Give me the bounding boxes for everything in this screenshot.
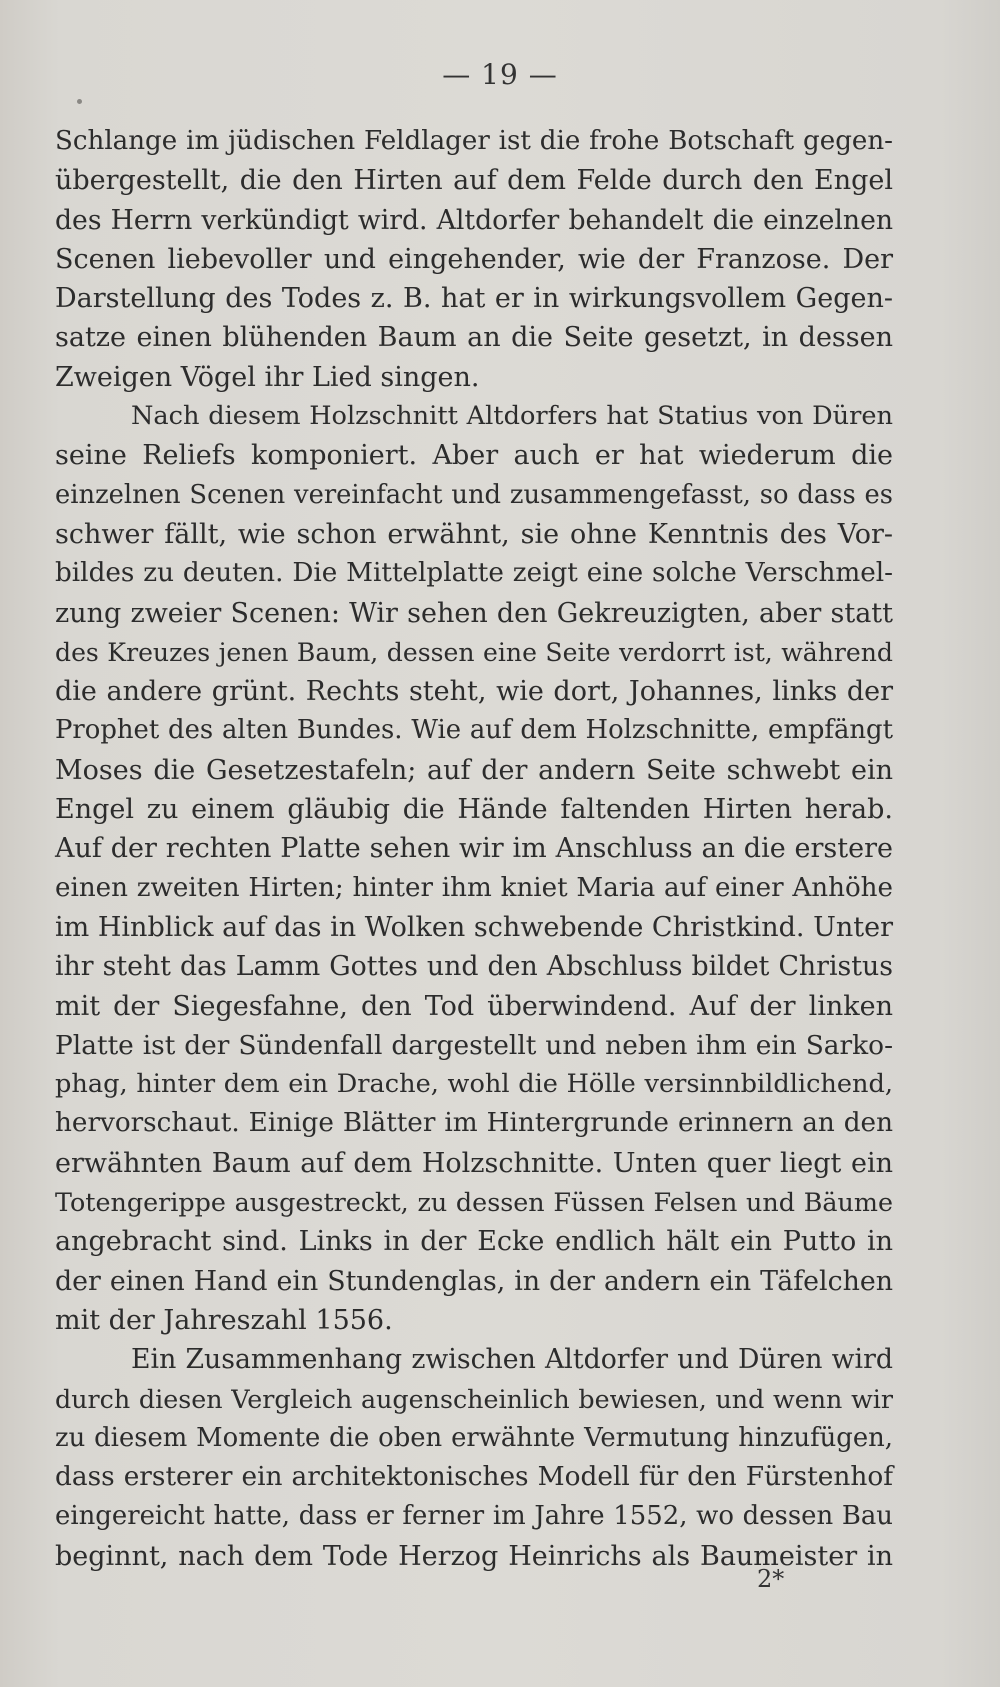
paragraph-3 [55,1340,893,1576]
text-line: der einen Hand ein Stundenglas, in der andern ein Täfelchen [55,1265,893,1297]
text-line: beginnt, nach dem Tode Herzog Heinrichs als Baumeister in [55,1540,893,1572]
text-line: Zweigen Vögel ihr Lied singen. [55,361,480,393]
text-line: angebracht sind. Links in der Ecke endlich hält ein Putto in [55,1226,893,1258]
ink-speck [77,99,82,104]
text-line: erwähnten Baum auf dem Holzschnitte. Unten quer liegt ein [55,1147,893,1179]
text-line: Ein Zusammenhang zwischen Altdorfer und Düren wird [131,1344,893,1376]
text-line: ihr steht das Lamm Gottes und den Abschluss bildet Christus [55,951,893,983]
text-line: Nach diesem Holzschnitt Altdorfers hat Statius von Düren [131,401,893,432]
signature-mark: 2* [757,1565,785,1593]
text-line: einen zweiten Hirten; hinter ihm kniet Maria auf einer Anhöhe [55,872,893,903]
text-line: einzelnen Scenen vereinfacht und zusammengefasst, so dass es [55,479,893,510]
text-line: dass ersterer ein architektonisches Modell für den Fürstenhof [55,1462,893,1493]
text-line: des Herrn verkündigt wird. Altdorfer behandelt die einzelnen [55,204,893,236]
text-line: Engel zu einem gläubig die Hände faltenden Hirten herab. [55,794,893,826]
text-line: zu diesem Momente die oben erwähnte Vermutung hinzufügen, [55,1422,893,1453]
text-line: bildes zu deuten. Die Mittelplatte zeigt eine solche Verschmel- [55,558,893,589]
text-line: Auf der rechten Platte sehen wir im Anschluss an die erstere [55,833,893,865]
text-line: eingereicht hatte, dass er ferner im Jahre 1552, wo dessen Bau [55,1501,893,1532]
text-line: Moses die Gesetzestafeln; auf der andern Seite schwebt ein [55,754,893,786]
text-line: des Kreuzes jenen Baum, dessen eine Seite verdorrt ist, während [55,637,893,667]
text-line: die andere grünt. Rechts steht, wie dort, Johannes, links der [55,676,893,708]
text-line: Totengerippe ausgestreckt, zu dessen Füssen Felsen und Bäume [55,1187,893,1218]
text-line: Schlange im jüdischen Feldlager ist die frohe Botschaft gegen- [55,126,893,156]
text-line: Darstellung des Todes z. B. hat er in wirkungsvollem Gegen- [55,283,893,315]
text-line: schwer fällt, wie schon erwähnt, sie ohne Kenntnis des Vor- [55,518,893,550]
page-number: — 19 — [442,58,558,91]
text-line: zung zweier Scenen: Wir sehen den Gekreuzigten, aber statt [55,597,893,629]
text-line: mit der Siegesfahne, den Tod überwindend. Auf der linken [55,990,893,1022]
text-line: seine Reliefs komponiert. Aber auch er hat wiederum die [55,440,893,472]
text-line: Prophet des alten Bundes. Wie auf dem Holzschnitte, empfängt [55,715,893,746]
text-line: phag, hinter dem ein Drache, wohl die Hölle versinnbildlichend, [55,1069,893,1100]
text-line: im Hinblick auf das in Wolken schwebende Christkind. Unter [55,911,893,943]
text-line: Scenen liebevoller und eingehender, wie der Franzose. Der [55,243,893,275]
text-line: durch diesen Vergleich augenscheinlich bewiesen, und wenn wir [55,1383,893,1414]
text-line: satze einen blühenden Baum an die Seite gesetzt, in dessen [55,322,893,354]
paragraph-1 [55,122,893,397]
paragraph-2 [55,397,893,1340]
text-line: mit der Jahreszahl 1556. [55,1304,393,1336]
text-line: übergestellt, die den Hirten auf dem Felde durch den Engel [55,165,893,197]
text-line: hervorschaut. Einige Blätter im Hintergrunde erinnern an den [55,1108,893,1139]
text-line: Platte ist der Sündenfall dargestellt und neben ihm ein Sarko- [55,1029,893,1061]
body-text [55,122,893,1576]
